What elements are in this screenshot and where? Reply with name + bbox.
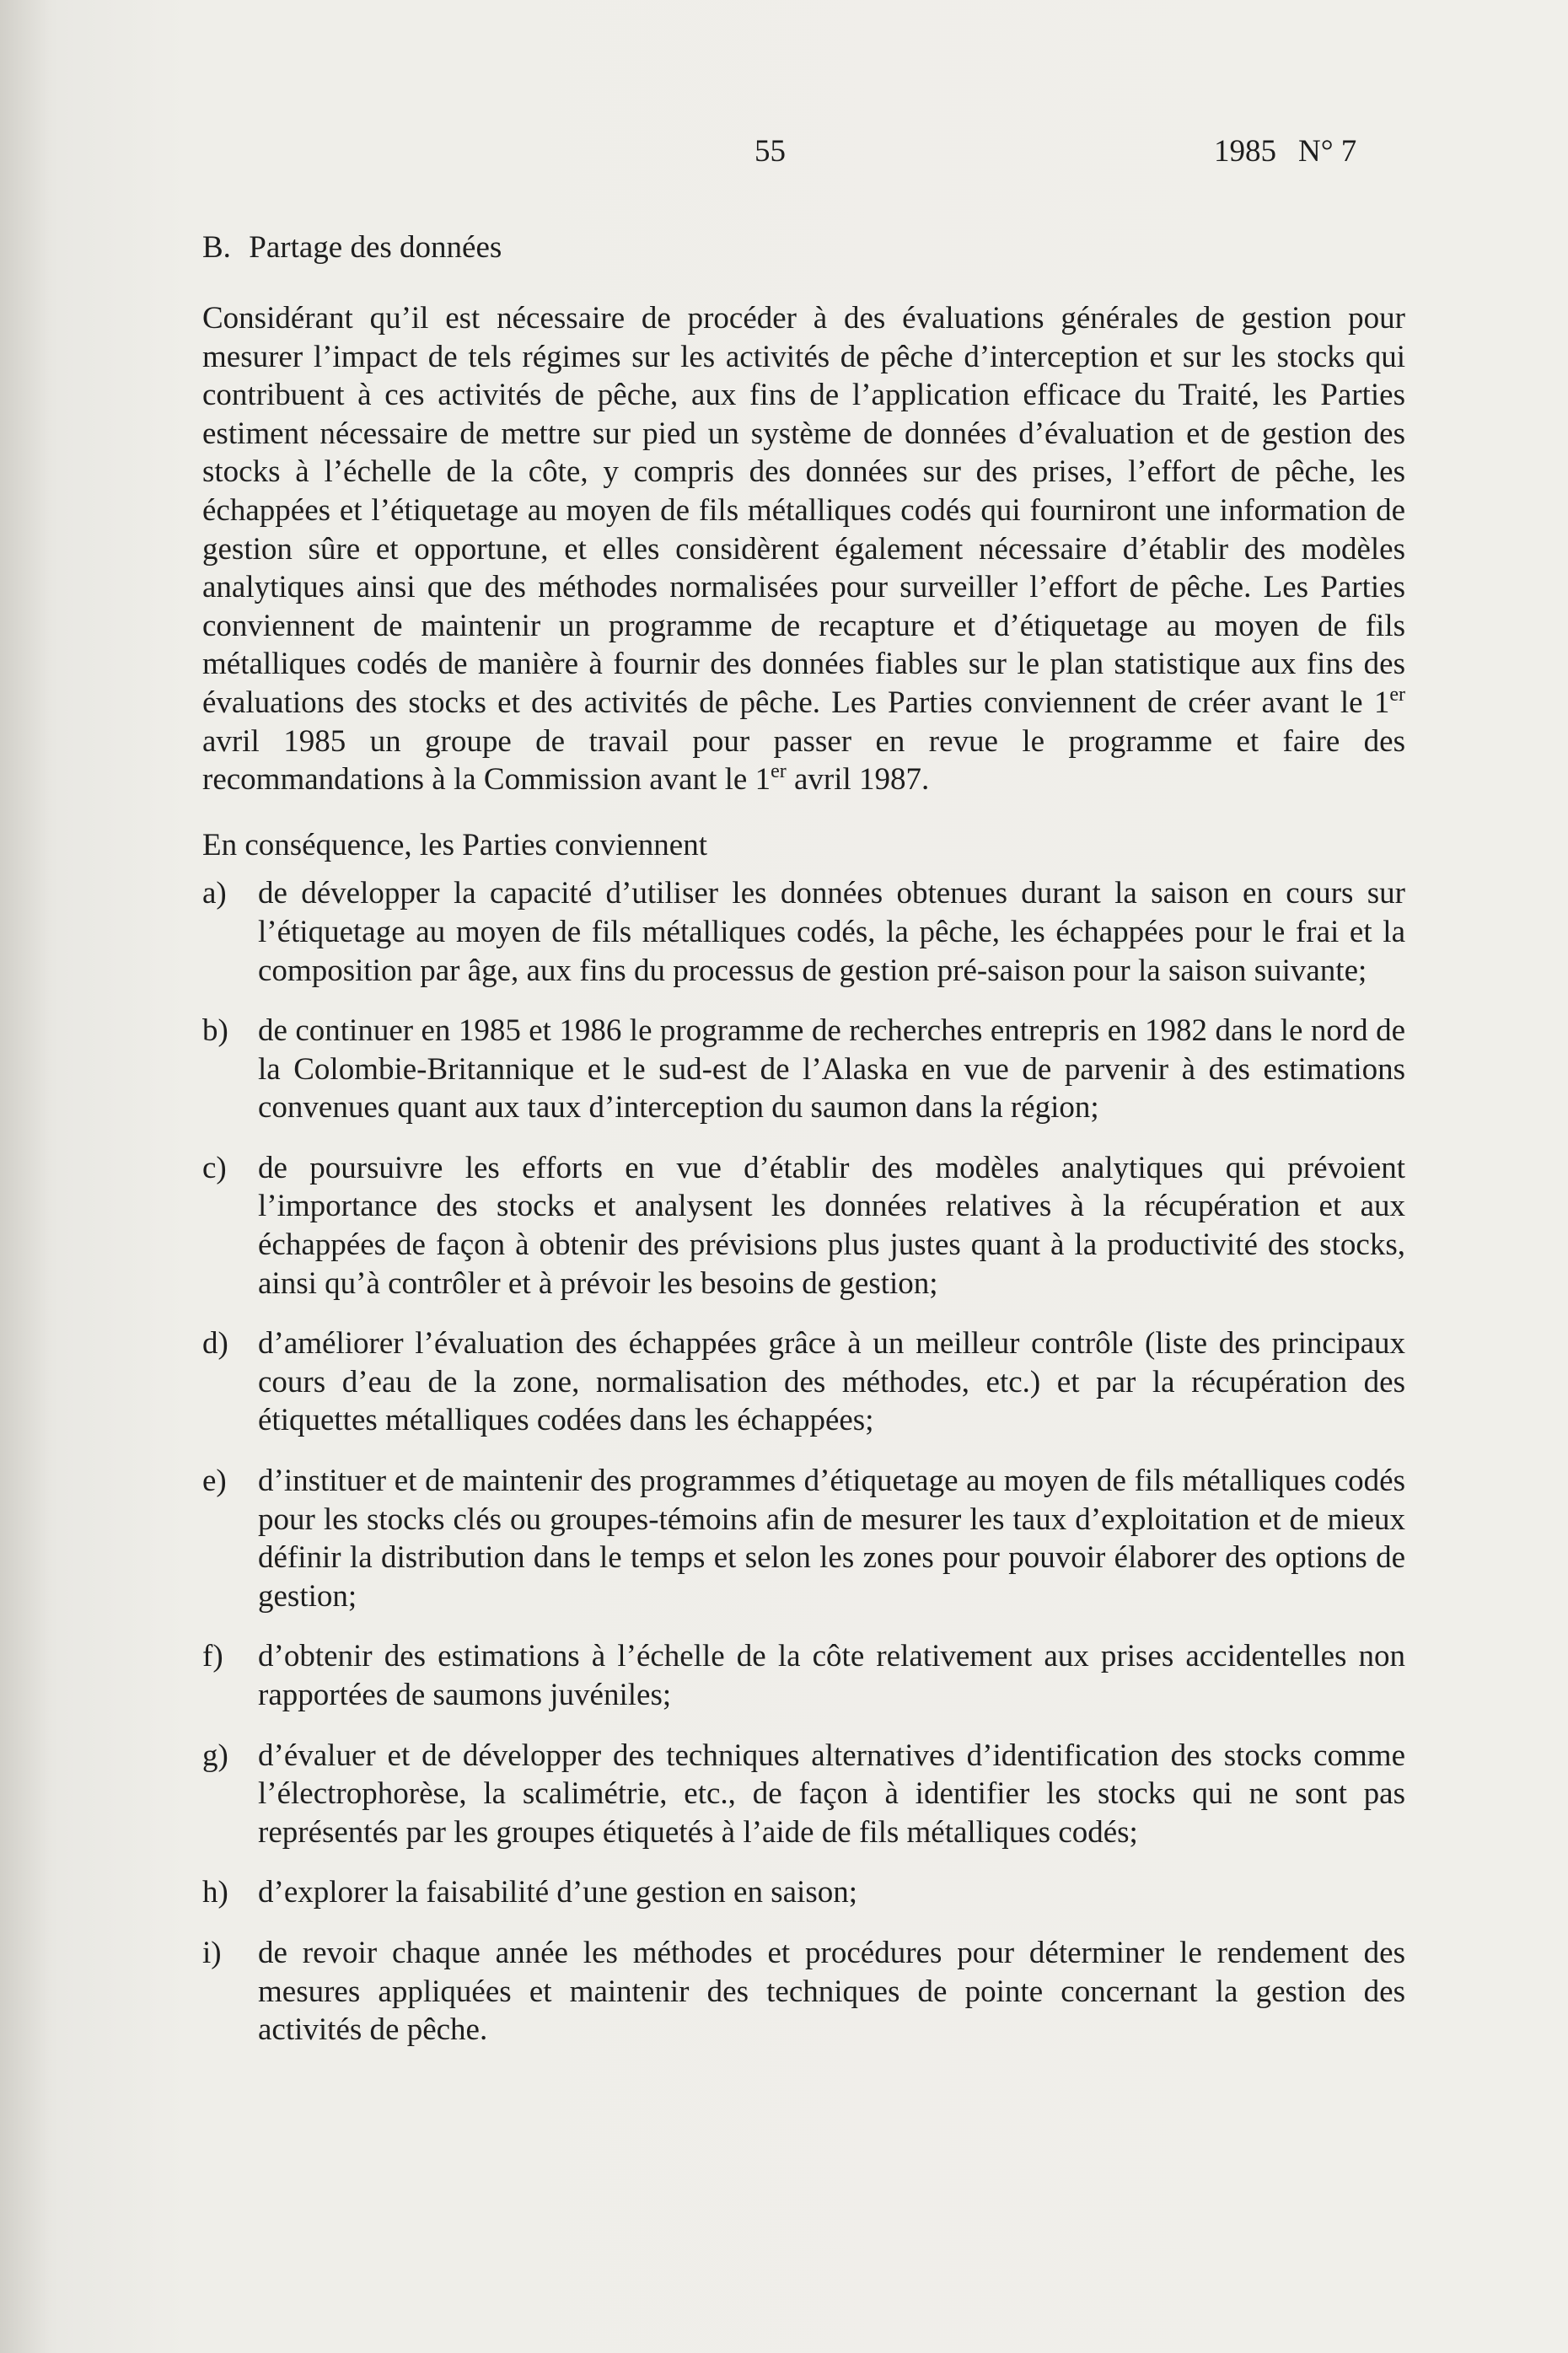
list-item-text: de revoir chaque année les méthodes et procédures pour déterminer le rendement des mesures appliquées et maintenir des techniques de pointe concernant la gestion des activités de pêche. bbox=[258, 1935, 1405, 2048]
list-item-label: f) bbox=[202, 1639, 223, 1674]
issue-year: 1985 bbox=[1214, 134, 1276, 169]
paragraph-text-b: avril 1985 un groupe de travail pour passer en revue le programme et faire des recommandations à la Commission avant le 1 bbox=[202, 723, 1405, 798]
page-header bbox=[0, 126, 1568, 177]
section-title: Partage des données bbox=[249, 230, 502, 265]
list-item-label: d) bbox=[202, 1326, 228, 1362]
issue-reference bbox=[1214, 126, 1356, 177]
list-item-text: d’obtenir des estimations à l’échelle de la côte relativement aux prises accidentelles non rapportées de saumons juvéniles; bbox=[258, 1639, 1405, 1712]
list-item bbox=[202, 1149, 1405, 1303]
list-item-text: de poursuivre les efforts en vue d’établir des modèles analytiques qui prévoient l’importance des stocks et analysent les données relatives à la récupération et aux échappées de façon à obtenir des prévisions plus justes quant à la productivité des stocks, ainsi qu’à contrôler et à prévoir les besoins de gestion; bbox=[258, 1150, 1405, 1301]
page-number: 55 bbox=[754, 134, 786, 169]
agreement-list bbox=[202, 874, 1405, 2049]
issue-number: N° 7 bbox=[1298, 134, 1357, 169]
paragraph-text-c: avril 1987. bbox=[786, 762, 930, 798]
list-item-label: g) bbox=[202, 1738, 228, 1773]
list-item-text: de continuer en 1985 et 1986 le programme de recherches entrepris en 1982 dans le nord de la Colombie-Britannique et le sud-est de l’Alaska en vue de parvenir à des estimations convenues quant aux taux d’interception du saumon dans la région; bbox=[258, 1013, 1405, 1125]
list-item bbox=[202, 1324, 1405, 1440]
list-item-label: h) bbox=[202, 1875, 228, 1910]
list-item bbox=[202, 1012, 1405, 1127]
body-content bbox=[202, 299, 1405, 2071]
section-heading bbox=[202, 223, 502, 273]
list-item bbox=[202, 1637, 1405, 1714]
superscript-er-1: er bbox=[1389, 683, 1405, 706]
section-letter: B. bbox=[202, 230, 231, 265]
list-item-text: d’explorer la faisabilité d’une gestion en saison; bbox=[258, 1875, 858, 1910]
intro-line: En conséquence, les Parties conviennent bbox=[202, 827, 707, 862]
list-item bbox=[202, 1934, 1405, 2049]
list-item bbox=[202, 1873, 1405, 1912]
list-item-label: c) bbox=[202, 1150, 227, 1185]
list-item-label: a) bbox=[202, 876, 227, 911]
list-item bbox=[202, 874, 1405, 990]
list-item-text: d’évaluer et de développer des techniques alternatives d’identification des stocks comme l’électrophorèse, la scalimétrie, etc., de façon à identifier les stocks qui ne sont pas représentés par les groupes étiquetés à l’aide de fils métalliques codés; bbox=[258, 1738, 1405, 1850]
list-item-label: b) bbox=[202, 1013, 228, 1049]
paragraph-text-a: Considérant qu’il est nécessaire de procéder à des évaluations générales de gestion pour mesurer l’impact de tels régimes sur les activités de pêche d’interception et sur les stocks qui contribuent à ces activités de pêche, aux fins de l’application efficace du Traité, les Parties estiment nécessaire de mettre sur pied un système de données d’évaluation et de gestion des stocks à l’échelle de la côte, y compris des données sur des prises, l’effort de pêche, les échappées et l’étiquetage au moyen de fils métalliques codés qui fourniront une information de gestion sûre et opportune, et elles considèrent également nécessaire d’établir des modèles analytiques ainsi que des méthodes normalisées pour surveiller l’effort de pêche. Les Parties conviennent de maintenir un programme de recapture et d’étiquetage au moyen de fils métalliques codés de manière à fournir des données fiables sur le plan statistique aux fins des évaluations des stocks et des activités de pêche. Les Parties conviennent de créer avant le 1 bbox=[202, 301, 1405, 720]
list-item-text: d’améliorer l’évaluation des échappées grâce à un meilleur contrôle (liste des principaux cours d’eau de la zone, normalisation des méthodes, etc.) et par la récupération des étiquettes métalliques codées dans les échappées; bbox=[258, 1326, 1405, 1438]
list-item-label: e) bbox=[202, 1464, 227, 1499]
list-item-text: d’instituer et de maintenir des programmes d’étiquetage au moyen de fils métalliques codés pour les stocks clés ou groupes-témoins afin de mesurer les taux d’exploitation et de mieux définir la distribution dans le temps et selon les zones pour pouvoir élaborer des options de gestion; bbox=[258, 1464, 1405, 1614]
list-item-text: de développer la capacité d’utiliser les données obtenues durant la saison en cours sur l’étiquetage au moyen de fils métalliques codés, la pêche, les échappées pour le frai et la composition par âge, aux fins du processus de gestion pré-saison pour la saison suivante; bbox=[258, 876, 1405, 988]
list-item bbox=[202, 1462, 1405, 1615]
list-item bbox=[202, 1737, 1405, 1852]
paragraph-considerant bbox=[202, 299, 1405, 799]
superscript-er-2: er bbox=[771, 760, 787, 783]
list-item-label: i) bbox=[202, 1935, 222, 1970]
